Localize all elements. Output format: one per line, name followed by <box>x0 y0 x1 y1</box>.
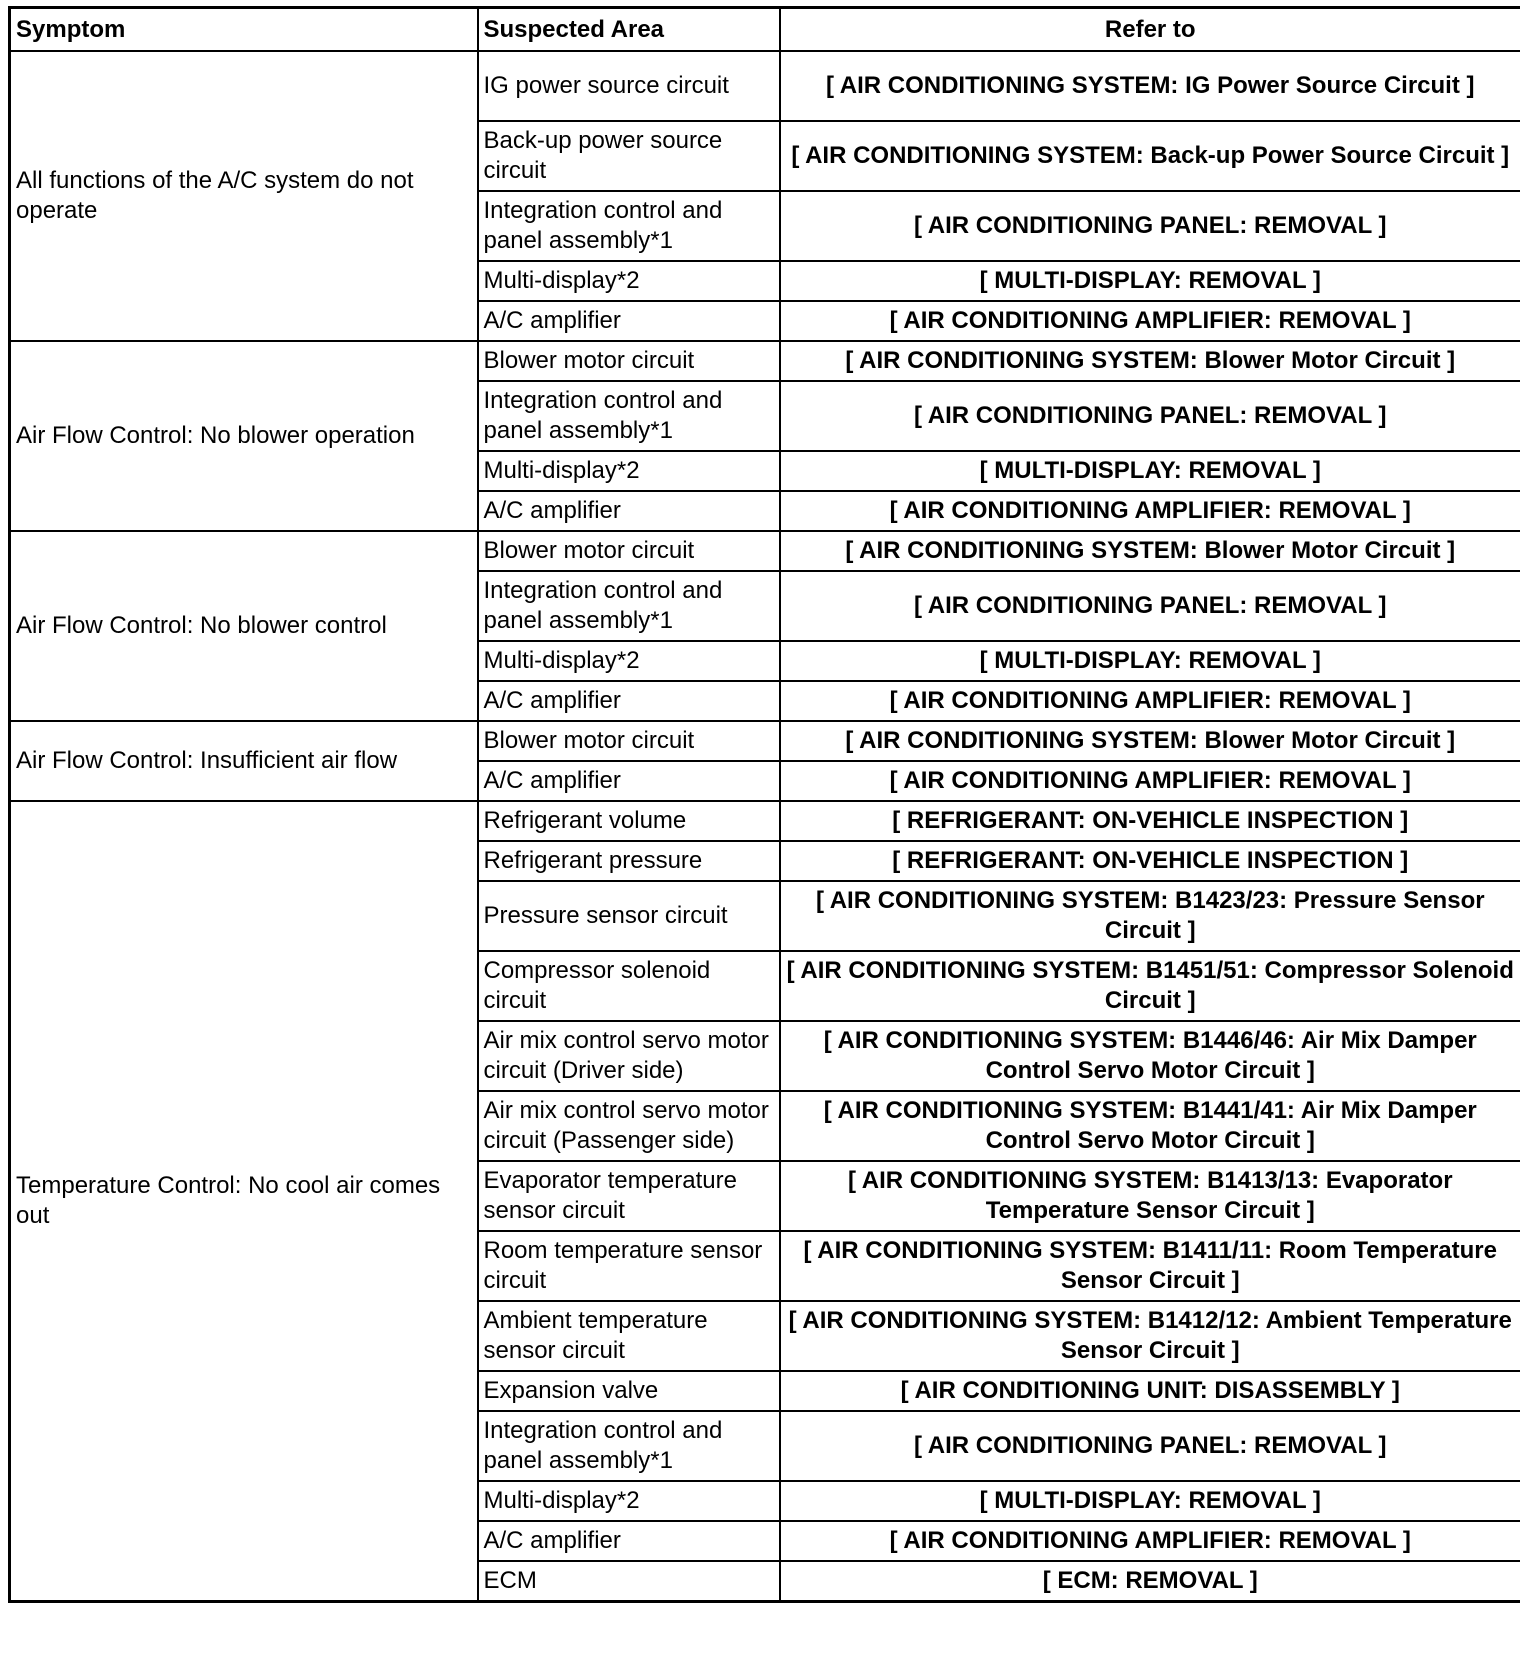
suspected-area-cell: Air mix control servo motor circuit (Driver side) <box>478 1021 780 1091</box>
symptom-cell: Air Flow Control: No blower operation <box>10 341 478 531</box>
refer-to-cell: [ AIR CONDITIONING SYSTEM: B1441/41: Air Mix Damper Control Servo Motor Circuit ] <box>780 1091 1520 1161</box>
refer-to-cell: [ REFRIGERANT: ON-VEHICLE INSPECTION ] <box>780 801 1520 841</box>
suspected-area-cell: Multi-display*2 <box>478 451 780 491</box>
symptom-table <box>8 6 1520 1603</box>
refer-to-cell: [ ECM: REMOVAL ] <box>780 1561 1520 1602</box>
header-symptom: Symptom <box>10 8 478 52</box>
refer-to-cell: [ AIR CONDITIONING AMPLIFIER: REMOVAL ] <box>780 1521 1520 1561</box>
table-body <box>10 51 1520 1602</box>
suspected-area-cell: A/C amplifier <box>478 761 780 801</box>
suspected-area-cell: Back-up power source circuit <box>478 121 780 191</box>
refer-to-cell: [ REFRIGERANT: ON-VEHICLE INSPECTION ] <box>780 841 1520 881</box>
table-row <box>10 801 1520 841</box>
symptom-cell: Air Flow Control: No blower control <box>10 531 478 721</box>
suspected-area-cell: IG power source circuit <box>478 51 780 121</box>
suspected-area-cell: Integration control and panel assembly*1 <box>478 381 780 451</box>
suspected-area-cell: Air mix control servo motor circuit (Passenger side) <box>478 1091 780 1161</box>
refer-to-cell: [ AIR CONDITIONING AMPLIFIER: REMOVAL ] <box>780 681 1520 721</box>
suspected-area-cell: Blower motor circuit <box>478 531 780 571</box>
refer-to-cell: [ AIR CONDITIONING SYSTEM: Back-up Power Source Circuit ] <box>780 121 1520 191</box>
refer-to-cell: [ AIR CONDITIONING SYSTEM: B1412/12: Ambient Temperature Sensor Circuit ] <box>780 1301 1520 1371</box>
refer-to-cell: [ AIR CONDITIONING SYSTEM: Blower Motor Circuit ] <box>780 721 1520 761</box>
suspected-area-cell: Blower motor circuit <box>478 721 780 761</box>
refer-to-cell: [ AIR CONDITIONING SYSTEM: B1413/13: Evaporator Temperature Sensor Circuit ] <box>780 1161 1520 1231</box>
suspected-area-cell: A/C amplifier <box>478 491 780 531</box>
refer-to-cell: [ AIR CONDITIONING PANEL: REMOVAL ] <box>780 191 1520 261</box>
suspected-area-cell: Multi-display*2 <box>478 261 780 301</box>
suspected-area-cell: Integration control and panel assembly*1 <box>478 1411 780 1481</box>
refer-to-cell: [ AIR CONDITIONING SYSTEM: B1451/51: Compressor Solenoid Circuit ] <box>780 951 1520 1021</box>
suspected-area-cell: ECM <box>478 1561 780 1602</box>
suspected-area-cell: Multi-display*2 <box>478 641 780 681</box>
symptom-cell: Air Flow Control: Insufficient air flow <box>10 721 478 801</box>
suspected-area-cell: Integration control and panel assembly*1 <box>478 191 780 261</box>
header-refer-to: Refer to <box>780 8 1520 52</box>
refer-to-cell: [ MULTI-DISPLAY: REMOVAL ] <box>780 261 1520 301</box>
suspected-area-cell: Compressor solenoid circuit <box>478 951 780 1021</box>
suspected-area-cell: A/C amplifier <box>478 1521 780 1561</box>
refer-to-cell: [ AIR CONDITIONING PANEL: REMOVAL ] <box>780 571 1520 641</box>
suspected-area-cell: Refrigerant volume <box>478 801 780 841</box>
suspected-area-cell: Evaporator temperature sensor circuit <box>478 1161 780 1231</box>
table-row <box>10 721 1520 761</box>
refer-to-cell: [ AIR CONDITIONING AMPLIFIER: REMOVAL ] <box>780 491 1520 531</box>
refer-to-cell: [ AIR CONDITIONING SYSTEM: Blower Motor Circuit ] <box>780 341 1520 381</box>
table-row <box>10 341 1520 381</box>
symptom-cell: Temperature Control: No cool air comes out <box>10 801 478 1602</box>
suspected-area-cell: Multi-display*2 <box>478 1481 780 1521</box>
refer-to-cell: [ AIR CONDITIONING AMPLIFIER: REMOVAL ] <box>780 301 1520 341</box>
refer-to-cell: [ AIR CONDITIONING AMPLIFIER: REMOVAL ] <box>780 761 1520 801</box>
table-header <box>10 8 1520 52</box>
refer-to-cell: [ AIR CONDITIONING SYSTEM: B1411/11: Room Temperature Sensor Circuit ] <box>780 1231 1520 1301</box>
refer-to-cell: [ AIR CONDITIONING SYSTEM: IG Power Source Circuit ] <box>780 51 1520 121</box>
header-suspected-area: Suspected Area <box>478 8 780 52</box>
refer-to-cell: [ AIR CONDITIONING PANEL: REMOVAL ] <box>780 381 1520 451</box>
document-page <box>8 6 1520 1603</box>
suspected-area-cell: A/C amplifier <box>478 301 780 341</box>
refer-to-cell: [ AIR CONDITIONING SYSTEM: B1423/23: Pressure Sensor Circuit ] <box>780 881 1520 951</box>
suspected-area-cell: A/C amplifier <box>478 681 780 721</box>
refer-to-cell: [ MULTI-DISPLAY: REMOVAL ] <box>780 641 1520 681</box>
refer-to-cell: [ MULTI-DISPLAY: REMOVAL ] <box>780 451 1520 491</box>
suspected-area-cell: Expansion valve <box>478 1371 780 1411</box>
refer-to-cell: [ MULTI-DISPLAY: REMOVAL ] <box>780 1481 1520 1521</box>
refer-to-cell: [ AIR CONDITIONING SYSTEM: Blower Motor Circuit ] <box>780 531 1520 571</box>
refer-to-cell: [ AIR CONDITIONING PANEL: REMOVAL ] <box>780 1411 1520 1481</box>
suspected-area-cell: Integration control and panel assembly*1 <box>478 571 780 641</box>
suspected-area-cell: Refrigerant pressure <box>478 841 780 881</box>
suspected-area-cell: Ambient temperature sensor circuit <box>478 1301 780 1371</box>
refer-to-cell: [ AIR CONDITIONING UNIT: DISASSEMBLY ] <box>780 1371 1520 1411</box>
table-row <box>10 531 1520 571</box>
suspected-area-cell: Room temperature sensor circuit <box>478 1231 780 1301</box>
refer-to-cell: [ AIR CONDITIONING SYSTEM: B1446/46: Air Mix Damper Control Servo Motor Circuit ] <box>780 1021 1520 1091</box>
header-row <box>10 8 1520 52</box>
suspected-area-cell: Blower motor circuit <box>478 341 780 381</box>
table-row <box>10 51 1520 121</box>
symptom-cell: All functions of the A/C system do not operate <box>10 51 478 341</box>
suspected-area-cell: Pressure sensor circuit <box>478 881 780 951</box>
